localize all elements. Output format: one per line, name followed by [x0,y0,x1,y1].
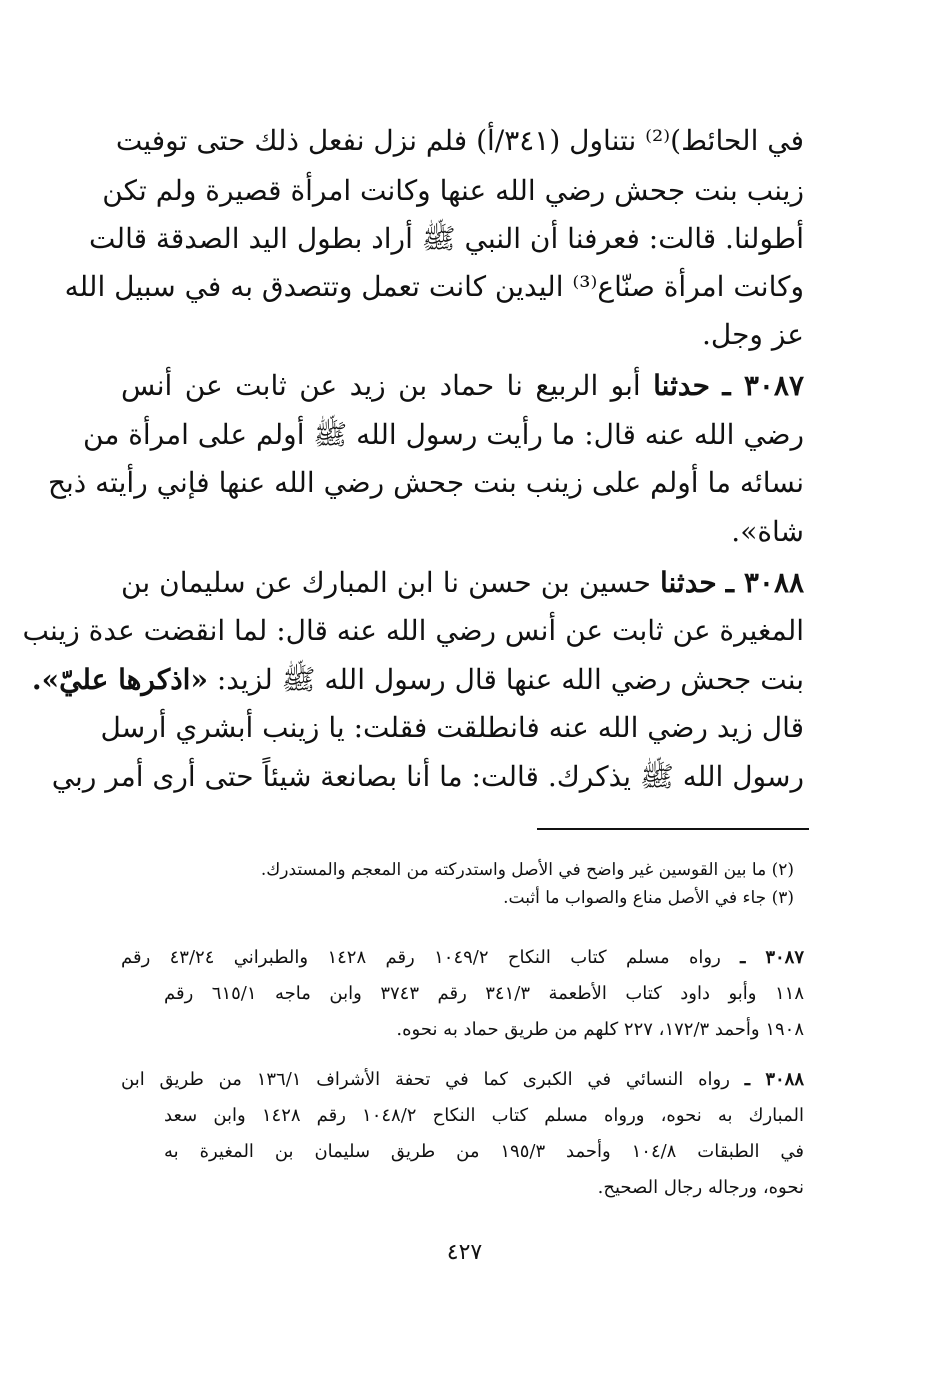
main-line: عز وجل. [702,318,804,351]
main-line: وكانت امرأة صنّاع⁽³⁾ اليدين كانت تعمل وتتصدق به في سبيل الله [64,270,804,303]
main-line: رسول الله ﷺ يذكرك. قالت: ما أنا بصانعة شيئاً حتى أرى أمر ربي [51,760,804,793]
main-line: نسائه ما أولم على زينب بنت جحش رضي الله عنها فإني رأيته ذبح [47,466,804,499]
reference-line: ١١٨ وأبو داود كتاب الأطعمة ٣٤١/٣ رقم ٣٧٤٣ وابن ماجه ٦١٥/١ رقم [164,983,804,1004]
hadith-number: ٣٠٨٧ ـ [722,369,804,402]
reference-number: ٣٠٨٨ ـ [744,1069,804,1090]
main-line: شاة». [731,515,804,548]
reference-3087-first-line [121,940,804,976]
haddathana: حدثنا [659,566,717,599]
reference-3088-first-line [121,1062,804,1098]
page-number: ٤٢٧ [446,1240,483,1265]
hadith-text: أبو الربيع نا حماد بن زيد عن ثابت عن أنس [121,369,641,402]
main-line: المغيرة عن ثابت عن أنس رضي الله عنه قال: لما انقضت عدة زينب [22,614,804,647]
reference-line: ١٩٠٨ وأحمد ١٧٢/٣، ٢٢٧ كلهم من طريق حماد به نحوه. [396,1019,804,1040]
reference-text: رواه النسائي في الكبرى كما في تحفة الأشراف ١٣٦/١ من طريق ابن [121,1069,730,1090]
footnote-2: (٢) ما بين القوسين غير واضح في الأصل واستدركته من المعجم والمستدرك. [260,860,794,880]
footnote-separator [537,828,809,830]
hadith-3088-first-line [121,558,804,608]
reference-text: رواه مسلم كتاب النكاح ١٠٤٩/٢ رقم ١٤٢٨ والطبراني ٤٣/٢٤ رقم [121,947,721,968]
reference-line: المبارك به نحوه، ورواه مسلم كتاب النكاح ١٠٤٨/٢ رقم ١٤٢٨ وابن سعد [164,1105,804,1126]
reference-line: نحوه، ورجاله رجال الصحيح. [597,1177,804,1198]
hadith-text: حسين بن حسن نا ابن المبارك عن سليمان بن [121,566,651,599]
main-line: قال زيد رضي الله عنه فانطلقت فقلت: يا زينب أبشري أرسل [100,711,804,744]
main-line: زينب بنت جحش رضي الله عنها وكانت امرأة قصيرة ولم تكن [102,174,804,207]
main-line: أطولنا. قالت: فعرفنا أن النبي ﷺ أراد بطول اليد الصدقة قالت [89,222,804,255]
hadith-number: ٣٠٨٨ ـ [725,566,805,599]
hadith-text: بنت جحش رضي الله عنها قال رسول الله ﷺ لزيد: [216,663,804,696]
haddathana: حدثنا [653,369,710,402]
footnote-3: (٣) جاء في الأصل مناع والصواب ما أثبت. [503,888,794,908]
main-line: في الحائط)⁽²⁾ نتناول (٣٤١/أ) فلم نزل نفعل ذلك حتى توفيت [115,124,804,157]
main-line: رضي الله عنه قال: ما رأيت رسول الله ﷺ أولم على امرأة من [83,418,804,451]
prophet-quote: «اذكرها عليّ». [31,663,208,696]
reference-number: ٣٠٨٧ ـ [740,947,805,968]
reference-line: في الطبقات ١٠٤/٨ وأحمد ١٩٥/٣ من طريق سليمان بن المغيرة به [164,1141,804,1162]
hadith-3087-first-line [121,361,804,411]
main-line [31,655,804,705]
